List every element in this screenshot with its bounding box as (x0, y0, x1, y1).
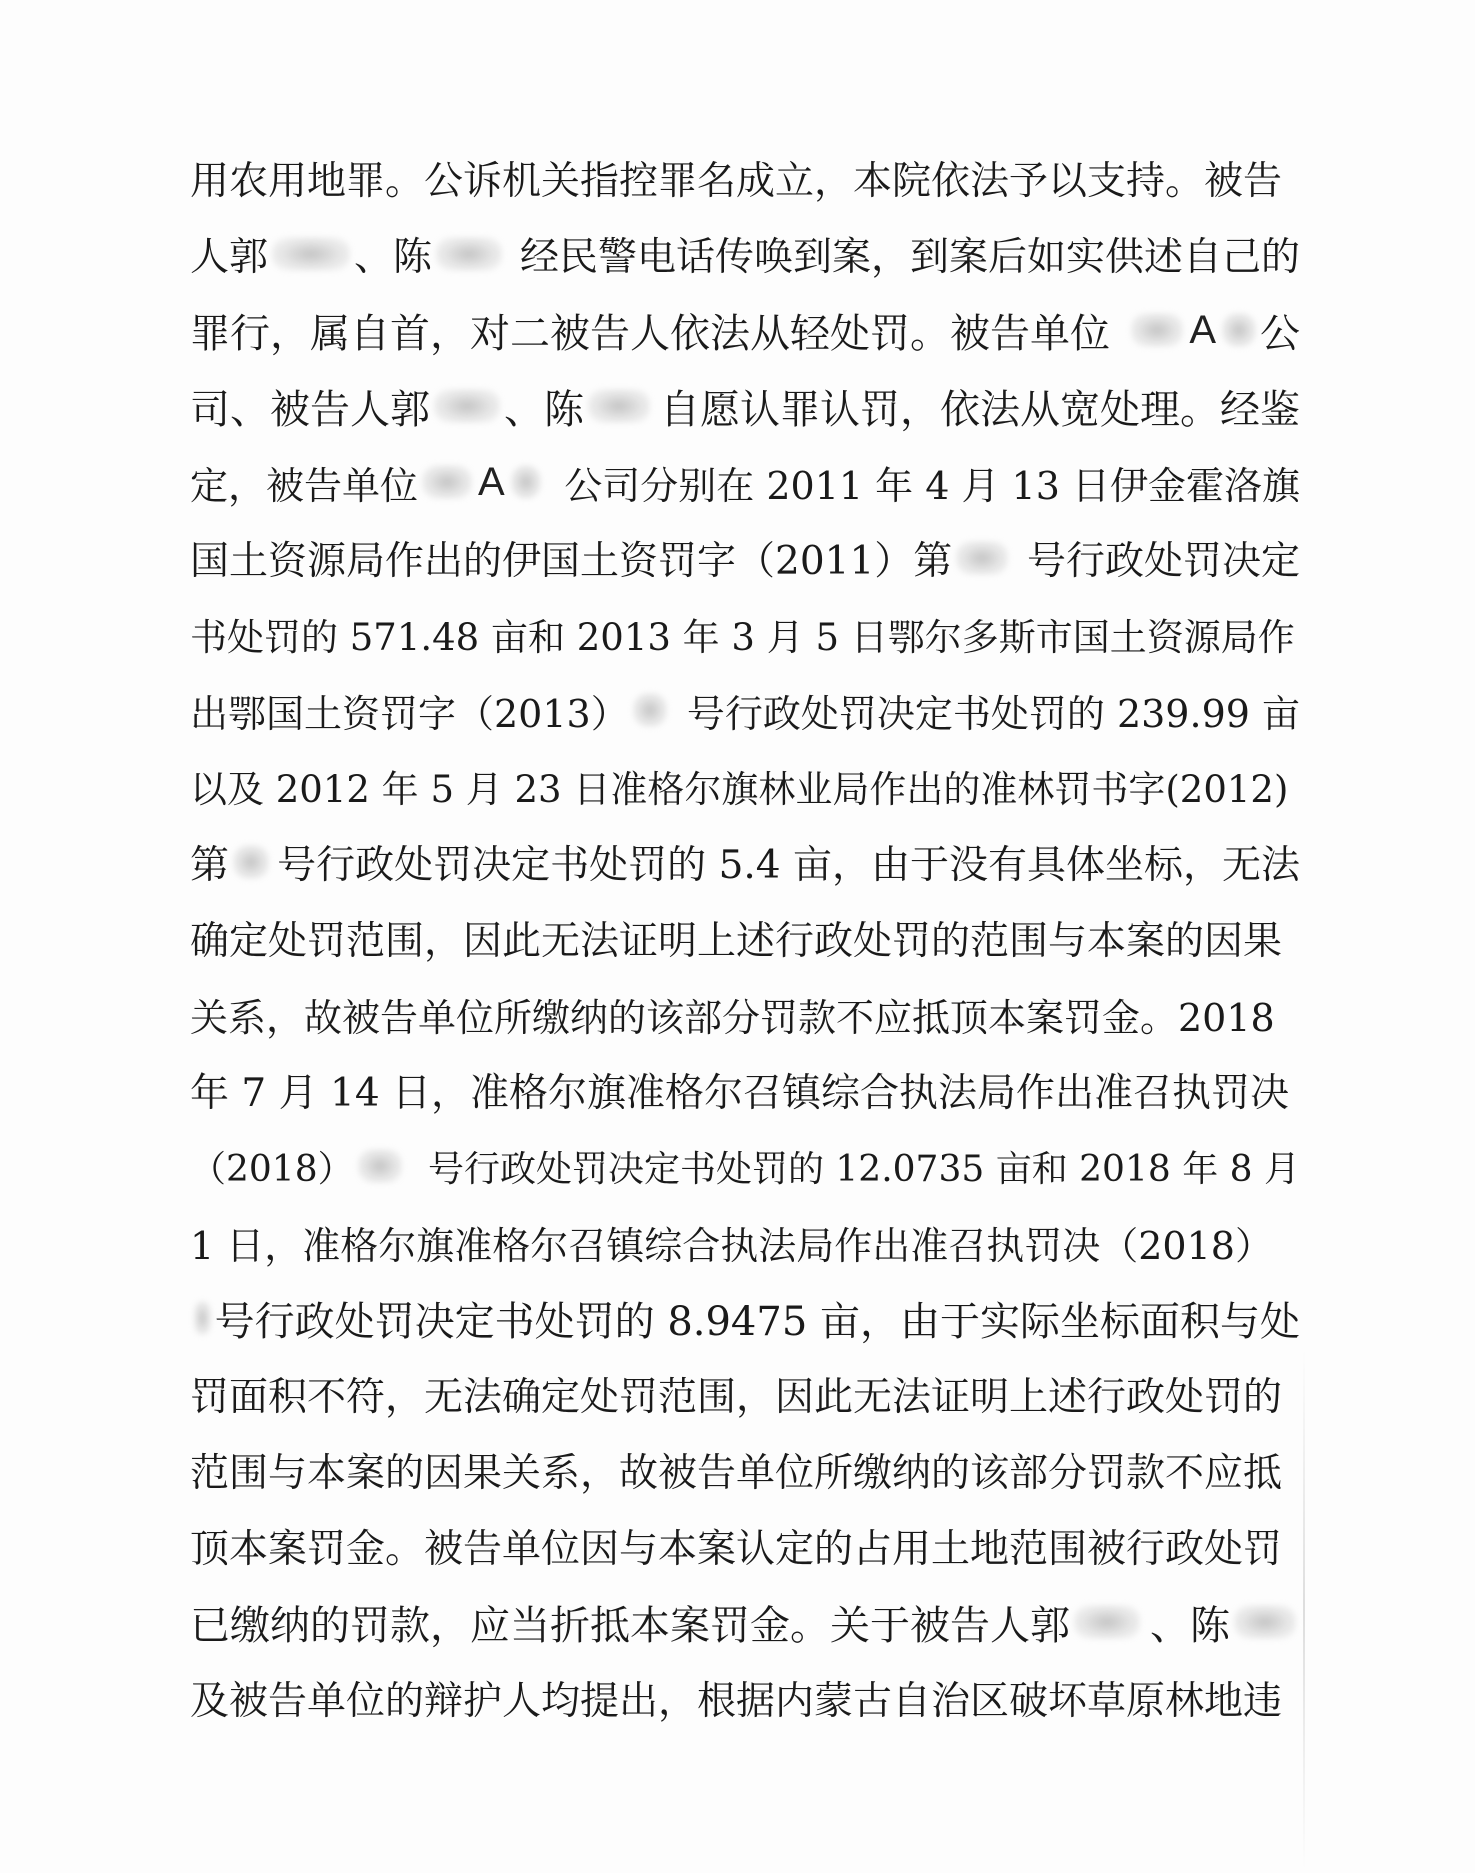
text-segment: 号行政处罚决定书处罚的 239.99 亩 (686, 691, 1300, 736)
text-segment: 用农用地罪。公诉机关指控罪名成立，本院依法予以支持。被告 (190, 159, 1283, 204)
redaction-letter: A (1189, 307, 1216, 352)
text-segment: 罪行，属自首，对二被告人依法从轻处罚。被告单位 (190, 310, 1110, 357)
text-line-14 (190, 1128, 1300, 1204)
text-line-13 (190, 1052, 1300, 1128)
text-segment: 书处罚的 571.48 亩和 2013 年 3 月 5 日鄂尔多斯市国土资源局作 (190, 616, 1295, 659)
text-segment: 顶本案罚金。被告单位因与本案认定的占用土地范围被行政处罚 (190, 1527, 1283, 1572)
text-line-4 (190, 368, 1300, 444)
text-line-6 (190, 520, 1300, 596)
text-segment: 第 (190, 843, 230, 888)
redacted-number (233, 845, 269, 879)
redaction-blur (1131, 313, 1183, 347)
redacted-number (194, 1301, 211, 1335)
text-segment: 出鄂国土资罚字（2013） (190, 691, 629, 736)
text-line-7 (190, 596, 1300, 672)
text-line-9 (190, 748, 1300, 824)
judgment-text (190, 140, 1300, 1736)
redaction-blur (511, 465, 541, 499)
text-line-12 (190, 976, 1300, 1052)
text-segment: 号行政处罚决定 (1026, 539, 1300, 584)
redacted-number (956, 541, 1008, 575)
text-segment: 1 日，准格尔旗准格尔召镇综合执法局作出准召执罚决（2018） (190, 1223, 1273, 1268)
redaction-letter: A (478, 459, 505, 504)
text-segment: 国土资源局作出的伊国土资罚字（2011）第 (190, 539, 953, 584)
text-line-21 (190, 1660, 1300, 1736)
text-segment: 公司分别在 2011 年 4 月 13 日伊金霍洛旗 (564, 463, 1300, 508)
text-segment: 号行政处罚决定书处罚的 8.9475 亩，由于实际坐标面积与处 (214, 1298, 1300, 1345)
redacted-name (436, 237, 502, 271)
text-segment: 已缴纳的罚款，应当折抵本案罚金。关于被告人郭 (190, 1602, 1070, 1649)
text-segment: 、陈 (1150, 1602, 1230, 1649)
redaction-blur (422, 465, 472, 499)
text-line-8 (190, 672, 1300, 748)
text-segment: 罚面积不符，无法确定处罚范围，因此无法证明上述行政处罚的 (190, 1375, 1283, 1420)
text-segment: 号行政处罚决定书处罚的 12.0735 亩和 2018 年 8 月 (427, 1148, 1300, 1190)
redacted-number (358, 1149, 402, 1183)
text-line-19 (190, 1508, 1300, 1584)
scan-edge-shadow (1303, 1350, 1305, 1870)
redaction-blur (1222, 313, 1256, 347)
text-segment: 、陈 (504, 386, 584, 433)
text-line-16 (190, 1280, 1300, 1356)
text-line-18 (190, 1432, 1300, 1508)
text-line-11 (190, 900, 1300, 976)
text-segment: 、陈 (354, 235, 433, 280)
text-line-2 (190, 216, 1300, 292)
text-line-20 (190, 1584, 1300, 1660)
text-segment: 确定处罚范围，因此无法证明上述行政处罚的范围与本案的因果 (190, 919, 1283, 964)
text-segment: 及被告单位的辩护人均提出，根据内蒙古自治区破坏草原林地违 (190, 1679, 1283, 1724)
redacted-name (588, 389, 650, 423)
text-segment: 定，被告单位 (190, 463, 419, 508)
text-segment: 自愿认罪认罚，依法从宽处理。经鉴 (660, 386, 1300, 433)
text-segment: 人郭 (190, 235, 269, 280)
text-segment: 司、被告人郭 (190, 386, 430, 433)
redacted-company (1127, 308, 1260, 353)
redacted-name (434, 389, 500, 423)
text-segment: 公 (1260, 310, 1300, 357)
text-line-15 (190, 1204, 1300, 1280)
text-segment: 号行政处罚决定书处罚的 5.4 亩，由于没有具体坐标，无法 (277, 843, 1300, 888)
text-segment: 经民警电话传唤到案，到案后如实供述自己的 (519, 235, 1300, 280)
text-segment: （2018） (190, 1148, 354, 1190)
text-segment: 关系，故被告单位所缴纳的该部分罚款不应抵顶本案罚金。2018 (190, 995, 1275, 1040)
text-line-5 (190, 444, 1300, 520)
text-segment: 年 7 月 14 日，准格尔旗准格尔召镇综合执法局作出准召执罚决 (190, 1071, 1290, 1116)
redacted-name (272, 237, 350, 271)
text-line-10 (190, 824, 1300, 900)
text-line-3 (190, 292, 1300, 368)
text-segment: 范围与本案的因果关系，故被告单位所缴纳的该部分罚款不应抵 (190, 1451, 1283, 1496)
text-segment: 以及 2012 年 5 月 23 日准格尔旗林业局作出的准林罚书字(2012) (190, 768, 1289, 811)
text-line-1 (190, 140, 1300, 216)
text-line-17 (190, 1356, 1300, 1432)
redacted-name (1074, 1605, 1140, 1639)
redacted-company (418, 460, 545, 505)
redacted-name (1234, 1605, 1296, 1639)
redacted-number (633, 693, 667, 727)
